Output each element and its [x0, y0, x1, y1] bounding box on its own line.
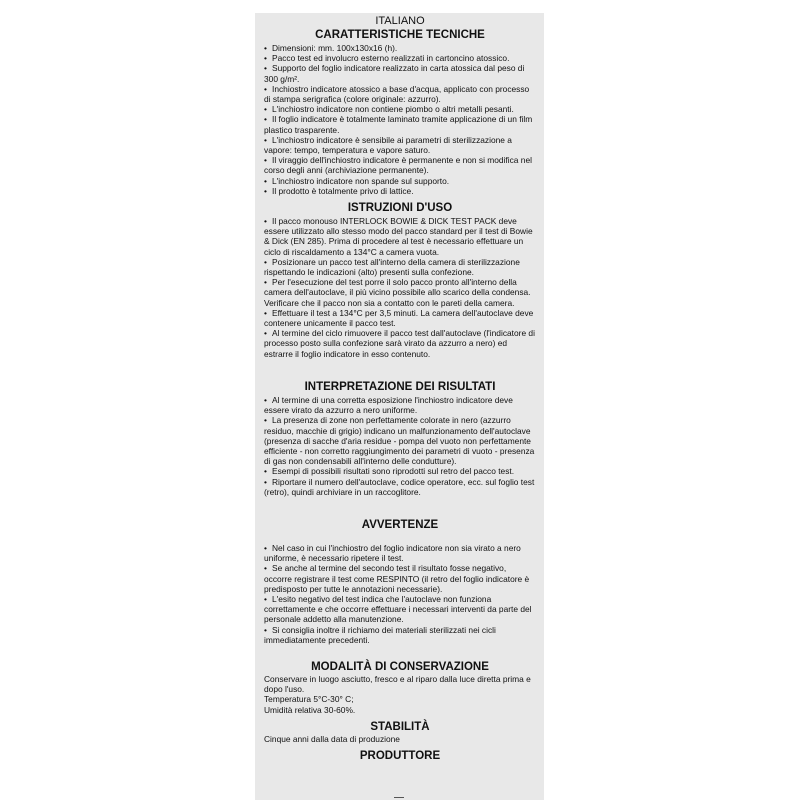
list-item-text: Inchiostro indicatore atossico a base d'acqua, applicato con processo di stampa serigrafica (colore originale: azzurro).	[264, 83, 530, 105]
bullet-icon: •	[264, 53, 267, 64]
list-item-text: Al termine di una corretta esposizione l'inchiostro indicatore deve essere virato da azzurro a nero uniforme.	[264, 394, 513, 416]
storage-line: Temperatura 5°C-30° C;	[264, 694, 354, 705]
bullet-icon: •	[264, 466, 267, 477]
list-item-text: L'inchiostro indicatore è sensibile ai parametri di sterilizzazione a vapore: tempo, temperatura e vapore saturo.	[264, 134, 512, 156]
list-item-text: Il viraggio dell'inchiostro indicatore è permanente e non si modifica nel corso degli anni (archiviazione permanente).	[264, 155, 532, 176]
list-item	[264, 466, 536, 476]
section-technical	[264, 29, 536, 196]
bullet-icon: •	[264, 114, 267, 125]
list-item	[264, 328, 536, 359]
list-item	[264, 155, 536, 175]
bullet-icon: •	[264, 328, 267, 339]
bullet-icon: •	[264, 563, 267, 574]
list-item	[264, 186, 536, 196]
list-item	[264, 135, 536, 155]
bullet-icon: •	[264, 593, 267, 604]
list-item	[264, 216, 536, 257]
list-item	[264, 543, 536, 563]
storage-line: Umidità relativa 30-60%.	[264, 704, 356, 715]
list-item-text: Per l'esecuzione del test porre il solo pacco pronto all'interno della camera dell'autoclave, il più vicino possibile allo scarico della condensa. Verificare che il pacco non sia a contatto con le pareti della camera.	[264, 277, 531, 308]
stability-line: Cinque anni dalla data di produzione	[264, 733, 400, 744]
section-stability	[264, 721, 536, 744]
list-item-text: Il prodotto è totalmente privo di lattice.	[272, 185, 414, 196]
language-heading: ITALIANO	[375, 15, 425, 27]
list-item-text: Effettuare il test a 134°C per 3,5 minuti. La camera dell'autoclave deve contenere unicamente il pacco test.	[264, 307, 534, 329]
list-item	[264, 84, 536, 104]
bullet-icon: •	[264, 542, 267, 553]
instruction-leaflet	[255, 13, 544, 800]
list-item	[264, 594, 536, 625]
section-title: CARATTERISTICHE TECNICHE	[315, 29, 485, 41]
list-item	[264, 308, 536, 328]
bullet-icon: •	[264, 63, 267, 74]
list-item	[264, 477, 536, 497]
bullet-list	[264, 216, 536, 359]
section-title: AVVERTENZE	[361, 518, 439, 531]
list-item	[264, 104, 536, 114]
list-item	[264, 53, 536, 63]
bullet-list	[264, 43, 536, 196]
bullet-icon: •	[264, 476, 267, 487]
section-results	[264, 381, 536, 497]
list-item	[264, 563, 536, 594]
list-item	[264, 625, 536, 645]
list-item	[264, 395, 536, 415]
storage-line: Conservare in luogo asciutto, fresco e al riparo dalla luce diretta prima e dopo l'uso.	[264, 673, 531, 695]
list-item-text: L'inchiostro indicatore non contiene piombo o altri metalli pesanti.	[272, 104, 514, 115]
section-title: MODALITÀ DI CONSERVAZIONE	[311, 660, 489, 673]
list-item-text: Supporto del foglio indicatore realizzato in carta atossica dal peso di 300 g/m².	[264, 63, 525, 84]
list-item-text: L'esito negativo del test indica che l'autoclave non funziona correttamente e che occorre effettuare i necessari interventi da parte del personale addetto alla manutenzione.	[264, 593, 532, 625]
list-item-text: L'inchiostro indicatore non spande sul supporto.	[272, 175, 450, 186]
list-item	[264, 114, 536, 134]
list-item-text: Il pacco monouso INTERLOCK BOWIE & DICK TEST PACK deve essere utilizzato allo stesso modo del pacco standard per il test di Bowie & Dick (EN 285). Prima di procedere al test è necessario effettuare un ciclo di riscaldamento a 134°C a camera vuota.	[264, 216, 533, 257]
list-item-text: Pacco test ed involucro esterno realizzati in cartoncino atossico.	[272, 53, 510, 64]
section-instructions	[264, 202, 536, 359]
section-warnings	[264, 519, 536, 645]
bullet-list	[264, 395, 536, 497]
list-item-text: Si consiglia inoltre il richiamo dei materiali sterilizzati nei cicli immediatamente precedenti.	[264, 624, 496, 645]
bullet-icon: •	[264, 256, 267, 267]
bullet-icon: •	[264, 415, 267, 426]
list-item-text: Posizionare un pacco test all'interno della camera di sterilizzazione rispettando le indicazioni (alto) presenti sulla confezione.	[264, 256, 520, 278]
list-item-text: Nel caso in cui l'inchiostro del foglio indicatore non sia virato a nero uniforme, è necessario ripetere il test.	[264, 542, 521, 564]
list-item-text: La presenza di zone non perfettamente colorate in nero (azzurro residuo, macchie di grigio) indicano un malfunzionamento dell'autoclave (presenza di sacche d'aria residue - pompa del vuoto non perfettamente efficiente - non corretto raggiungimento dei parametri di vuoto - presenza di gas non condensabili all'interno delle condutture).	[264, 415, 535, 467]
section-title: ISTRUZIONI D'USO	[347, 202, 453, 215]
list-item-text: Riportare il numero dell'autoclave, codice operatore, ecc. sul foglio test (retro), quindi archiviare in un raccoglitore.	[264, 476, 535, 497]
bullet-icon: •	[264, 277, 267, 288]
bullet-icon: •	[264, 43, 267, 53]
section-title: PRODUTTORE	[359, 749, 441, 762]
list-item	[264, 43, 536, 53]
bullet-icon: •	[264, 134, 267, 145]
bullet-icon: •	[264, 155, 267, 166]
list-item-text: Se anche al termine del secondo test il risultato fosse negativo, occorre registrare il test come RESPINTO (il retro del foglio indicatore è predisposto per tutte le annotazioni necessarie).	[264, 563, 530, 594]
bullet-icon: •	[264, 185, 267, 196]
list-item-text: Esempi di possibili risultati sono riprodotti sul retro del pacco test.	[272, 466, 515, 477]
list-item	[264, 277, 536, 308]
bullet-icon: •	[264, 175, 267, 186]
section-storage	[264, 661, 536, 715]
list-item	[264, 176, 536, 186]
list-item-text: Il foglio indicatore è totalmente laminato tramite applicazione di un film plastico trasparente.	[264, 114, 533, 135]
list-item	[264, 415, 536, 466]
bullet-icon: •	[264, 83, 267, 94]
list-item-text: Al termine del ciclo rimuovere il pacco test dall'autoclave (l'indicatore di processo posto sulla confezione sarà virato da azzurro a nero) ed estrarre il foglio indicatore in esso contenuto.	[264, 328, 535, 359]
list-item-text: Dimensioni: mm. 100x130x16 (h).	[272, 43, 398, 53]
section-title: INTERPRETAZIONE DEI RISULTATI	[304, 380, 496, 393]
bullet-icon: •	[264, 394, 267, 405]
bullet-icon: •	[264, 216, 267, 227]
list-item	[264, 257, 536, 277]
section-title: STABILITÀ	[370, 720, 430, 733]
bullet-icon: •	[264, 624, 267, 635]
bullet-icon: •	[264, 104, 267, 115]
list-item	[264, 63, 536, 83]
section-producer	[264, 750, 536, 763]
bullet-list	[264, 543, 536, 645]
bullet-icon: •	[264, 307, 267, 318]
